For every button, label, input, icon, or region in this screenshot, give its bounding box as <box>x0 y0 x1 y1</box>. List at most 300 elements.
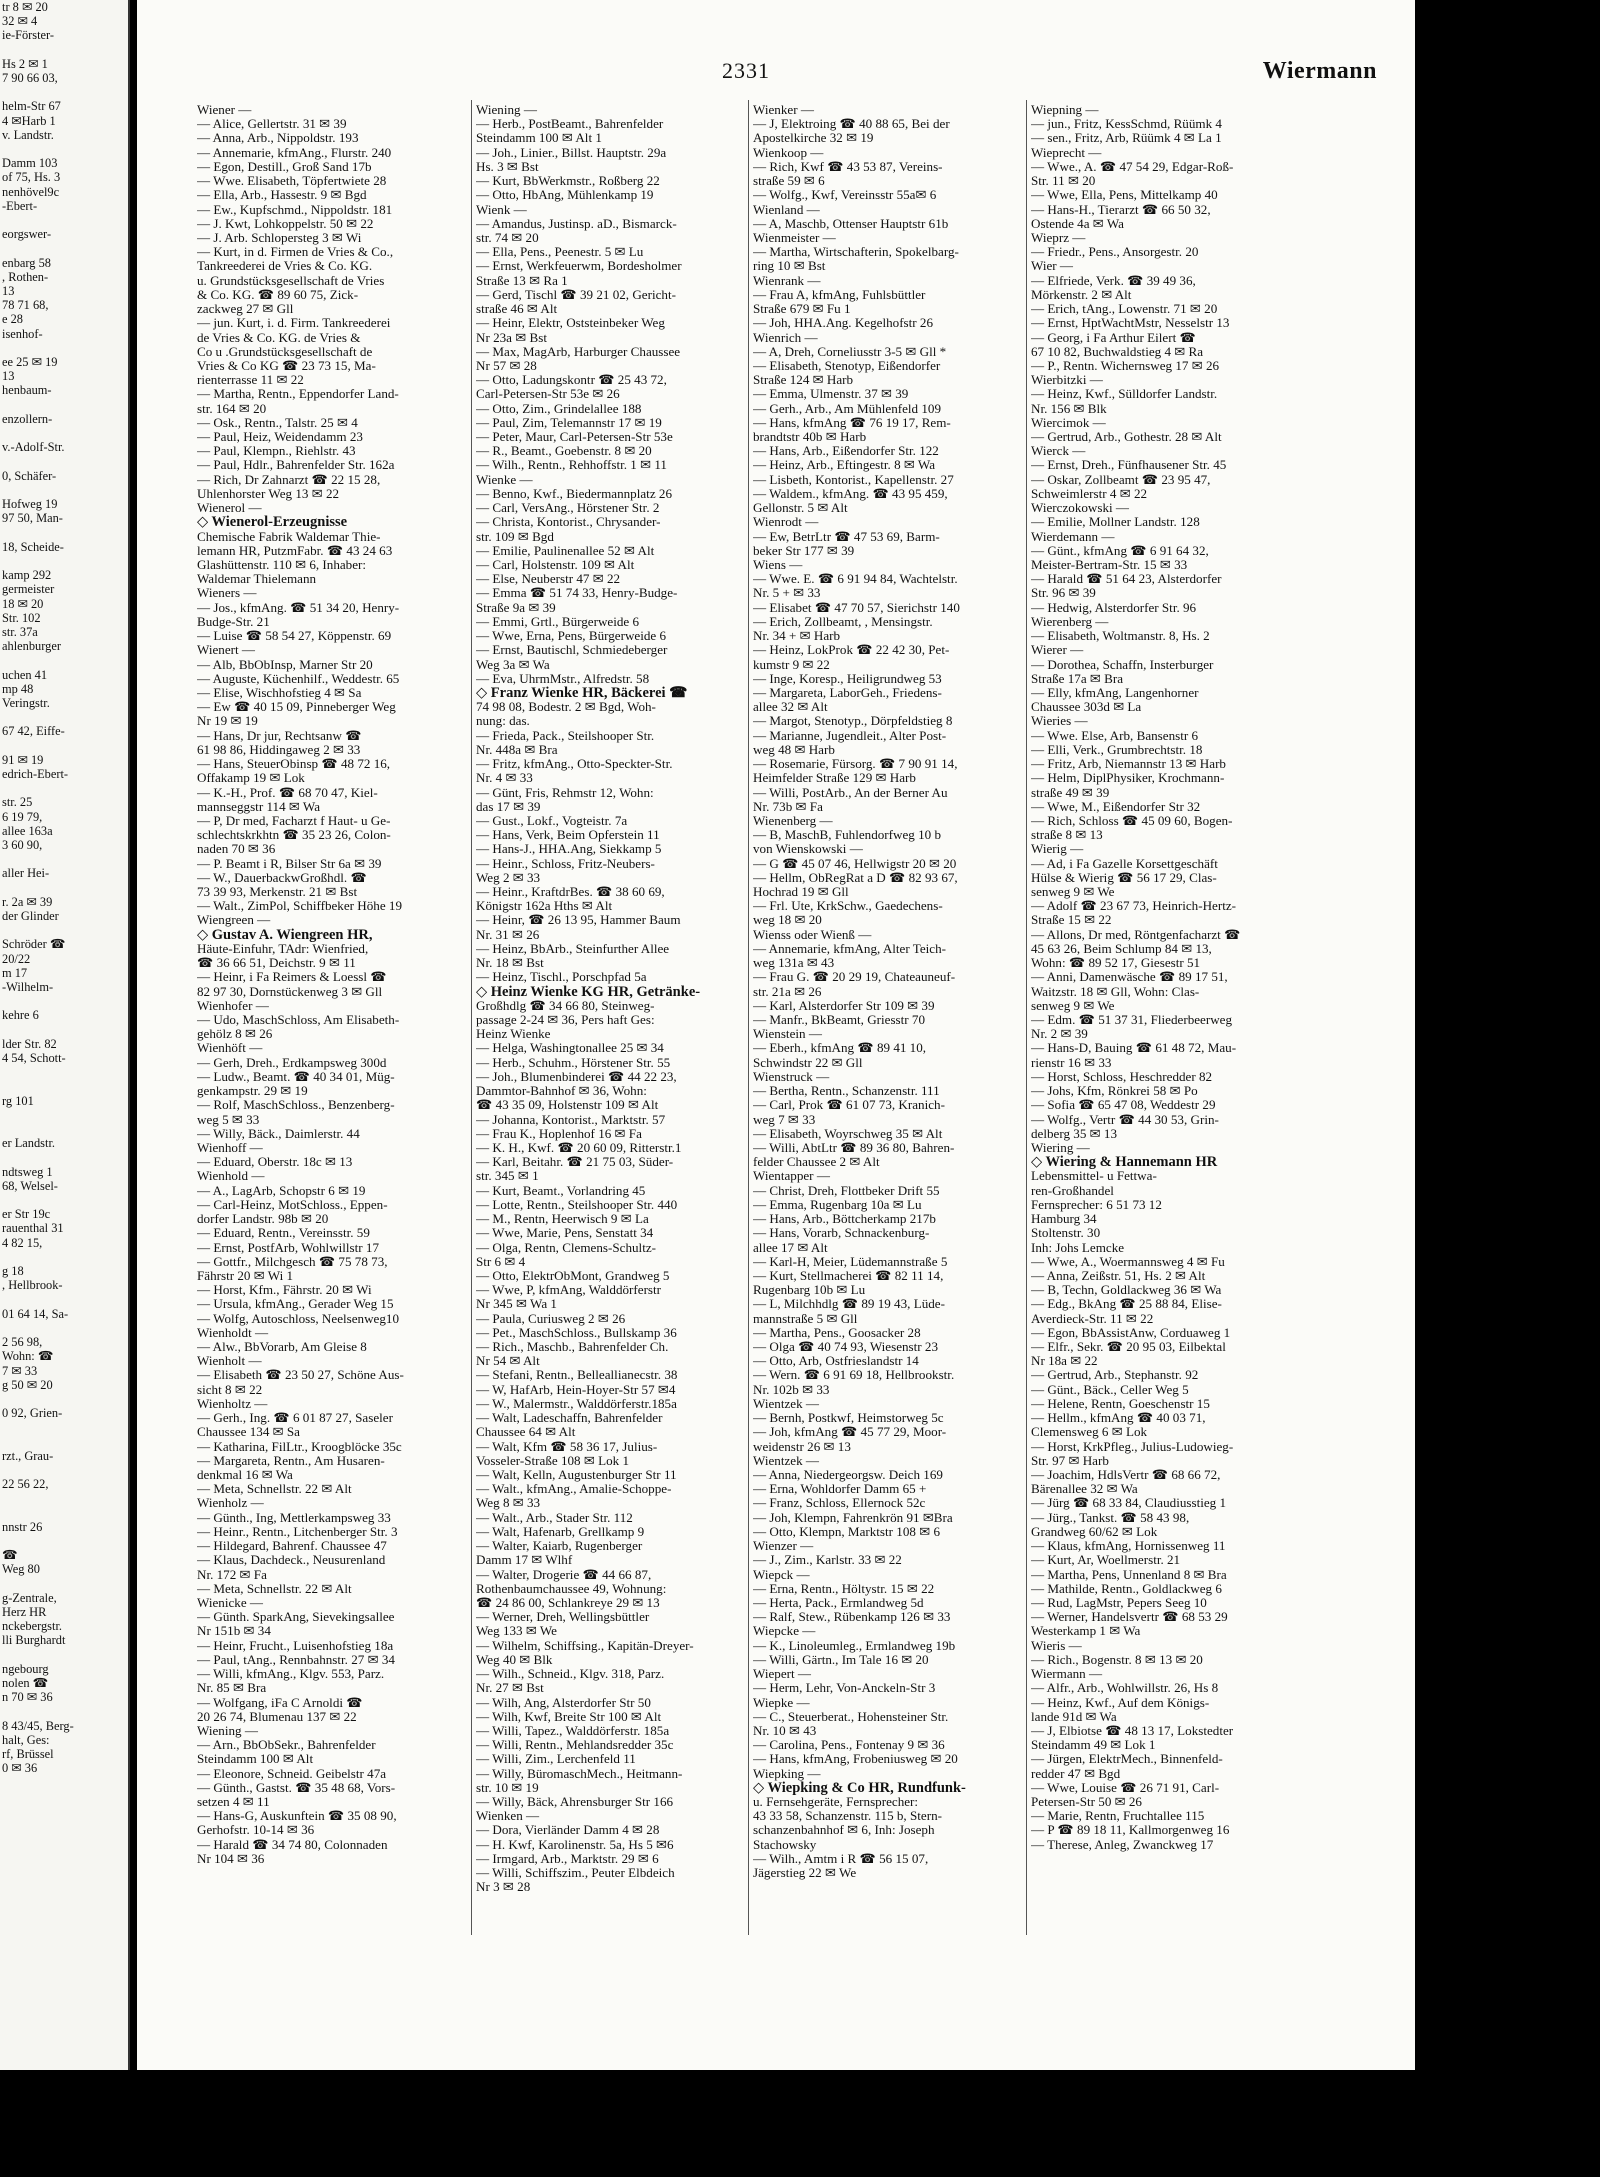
fragment-line: rzt., Grau- <box>2 1448 54 1463</box>
directory-entry-line: — M., Rentn, Heerwisch 9 ✉ La <box>476 1212 649 1227</box>
directory-entry-line: Str. 96 ✉ 39 <box>1031 586 1096 601</box>
fragment-line: mp 48 <box>2 681 34 696</box>
directory-entry-line: u. Fernsehgeräte, Fernsprecher: <box>753 1795 919 1810</box>
directory-entry-line: beker Str 177 ✉ 39 <box>753 543 855 558</box>
directory-entry-line: — Walt, Ladeschaffn, Bahrenfelder <box>476 1411 663 1426</box>
directory-entry-line: — Georg, i Fa Arthur Eilert ☎ <box>1031 330 1196 345</box>
directory-entry-line: — Pet., MaschSchloss., Bullskamp 36 <box>476 1325 677 1340</box>
directory-entry-line: — A, Dreh, Corneliusstr 3-5 ✉ Gll * <box>753 344 947 359</box>
directory-entry-line: — Otto, ElektrObMont, Grandweg 5 <box>476 1268 670 1283</box>
directory-entry-line: Inh: Johs Lemcke <box>1031 1240 1125 1255</box>
directory-entry-line: — Gertrud, Arb., Gothestr. 28 ✉ Alt <box>1031 430 1222 445</box>
directory-entry-line: — Günth., Gastst. ☎ 35 48 68, Vors- <box>197 1780 396 1795</box>
directory-entry-line: Wienkoop — <box>753 145 824 160</box>
directory-entry-line: Nr. 2 ✉ 39 <box>1031 1027 1088 1042</box>
fragment-line <box>0 923 128 937</box>
directory-entry-line: — Wilh., Rentn., Rehhoffstr. 1 ✉ 11 <box>476 458 667 473</box>
directory-entry-line: setzen 4 ✉ 11 <box>197 1795 270 1810</box>
directory-entry-line: Wiercimok — <box>1031 415 1106 430</box>
directory-entry-line: — Frau K., Hoplenhof 16 ✉ Fa <box>476 1126 642 1141</box>
fragment-line: edrich-Ebert- <box>2 766 69 781</box>
page-number: 2331 <box>722 58 770 83</box>
directory-entry-line: Wienholt — <box>197 1354 262 1369</box>
directory-entry-line: — Meta, Schnellstr. 22 ✉ Alt <box>197 1581 352 1596</box>
fragment-line: kehre 6 <box>2 1008 39 1023</box>
fragment-line: ndtsweg 1 <box>2 1164 53 1179</box>
fragment-line: 78 71 68, <box>2 298 49 313</box>
fragment-line: nnstr 26 <box>2 1519 43 1534</box>
directory-entry-line: — Heinr, i Fa Reimers & Loessl ☎ <box>197 970 387 985</box>
directory-entry-line: — Gerh., Ing. ☎ 6 01 87 27, Saseler <box>197 1411 393 1426</box>
fragment-line <box>0 455 128 469</box>
directory-entry-line: str. 21a ✉ 26 <box>753 984 822 999</box>
directory-entry-line: — B, Techn, Goldlackweg 36 ✉ Wa <box>1031 1283 1222 1298</box>
directory-entry-line: — Hans, Dr jur, Rechtsanw ☎ <box>197 728 362 743</box>
directory-entry-line: — L, Milchhdlg ☎ 89 19 43, Lüde- <box>753 1297 945 1312</box>
directory-entry-line: allee 17 ✉ Alt <box>753 1240 828 1255</box>
directory-entry-line: Bärenallee 32 ✉ Wa <box>1031 1482 1138 1497</box>
fragment-line: 3 60 90, <box>2 837 43 852</box>
directory-entry-line: — Herm, Lehr, Von-Anckeln-Str 3 <box>753 1681 936 1696</box>
directory-entry-line: — Alw., BbVorarb, Am Gleise 8 <box>197 1340 367 1355</box>
directory-entry-line: — Helene, Rentn, Goeschenstr 15 <box>1031 1396 1210 1411</box>
directory-entry-line: Gerhofstr. 10-14 ✉ 36 <box>197 1823 315 1838</box>
directory-entry-line: — Anna, Arb., Nippoldstr. 193 <box>197 131 359 146</box>
directory-entry-line: — Wilh., Amtm i R ☎ 56 15 07, <box>753 1851 929 1866</box>
directory-entry-line: — Eduard, Rentn., Vereinsstr. 59 <box>197 1226 370 1241</box>
directory-entry-line: — W., Malermstr., Walddörferstr.185a <box>476 1396 677 1411</box>
directory-entry-line: — Heinz, Kwf., Auf dem Königs- <box>1031 1695 1210 1710</box>
directory-entry-line: Waitzstr. 18 ✉ Gll, Wohn: Clas- <box>1031 984 1200 999</box>
directory-entry-line: Lebensmittel- u Fettwa- <box>1031 1169 1157 1184</box>
directory-entry-line: & Co. KG. ☎ 89 60 75, Zick- <box>197 287 359 302</box>
directory-entry-line: — Horst, Schloss, Heschredder 82 <box>1031 1069 1213 1084</box>
directory-entry-line: — Wilh., Schneid., Klgv. 318, Parz. <box>476 1667 665 1682</box>
directory-entry-line: — Joh., Blumenbinderei ☎ 44 22 23, <box>476 1069 677 1084</box>
directory-column-3 <box>753 103 1023 2038</box>
directory-entry-line: — Max, MagArb, Harburger Chaussee <box>476 344 681 359</box>
directory-entry-line: — Erna, Wohldorfer Damm 65 + <box>753 1482 927 1497</box>
fragment-line <box>0 341 128 355</box>
directory-entry-line: — Willi, AbtLtr ☎ 89 36 80, Bahren- <box>753 1140 955 1155</box>
directory-entry-line: rienterrasse 11 ✉ 22 <box>197 373 304 388</box>
directory-entry-line: — Kurt, BbWerkmstr., Roßberg 22 <box>476 174 660 189</box>
directory-entry-line: — Hans, Verk, Beim Opferstein 11 <box>476 828 660 843</box>
directory-entry-line: Str. 11 ✉ 20 <box>1031 174 1096 189</box>
fragment-line: 68, Welsel- <box>2 1178 58 1193</box>
fragment-line: helm-Str 67 <box>2 99 61 114</box>
directory-entry-line: von Wienskowski — <box>753 842 863 857</box>
directory-entry-line: — Paul, tAng., Rennbahnstr. 27 ✉ 34 <box>197 1652 395 1667</box>
directory-entry-line: — Olga, Rentn, Clemens-Schultz- <box>476 1240 657 1255</box>
directory-entry-line: Nr 19 ✉ 19 <box>197 714 258 729</box>
directory-entry-line: ◇ Gustav A. Wiengreen HR, <box>197 927 373 942</box>
directory-entry-line: Wienholtz — <box>197 1396 268 1411</box>
directory-entry-line: rienstr 16 ✉ 33 <box>1031 1055 1112 1070</box>
directory-entry-line: — Otto, Klempn, Marktstr 108 ✉ 6 <box>753 1524 940 1539</box>
directory-entry-line: ◇ Wiepking & Co HR, Rundfunk- <box>753 1780 966 1796</box>
fragment-line: 7 90 66 03, <box>2 71 58 86</box>
directory-entry-line: Wohn: ☎ 89 52 17, Giesestr 51 <box>1031 956 1201 971</box>
directory-entry-line: straße 59 ✉ 6 <box>753 174 825 189</box>
fragment-line: Str. 102 <box>2 610 41 625</box>
directory-entry-line: Wieners — <box>197 586 257 601</box>
fragment-line: rf, Brüssel <box>2 1746 54 1761</box>
directory-entry-line: — H. Kwf, Karolinenstr. 5a, Hs 5 ✉6 <box>476 1837 674 1852</box>
directory-entry-line: schlechtskrkhtn ☎ 35 23 26, Colon- <box>197 828 391 843</box>
directory-entry-line: straße 46 ✉ Alt <box>476 302 558 317</box>
directory-entry-line: Weg 133 ✉ We <box>476 1624 557 1639</box>
directory-entry-line: — Otto, Ladungskontr ☎ 25 43 72, <box>476 373 667 388</box>
directory-entry-line: — Ursula, kfmAng., Gerader Weg 15 <box>197 1297 394 1312</box>
directory-entry-line: — Gertrud, Arb., Stephanstr. 92 <box>1031 1368 1199 1383</box>
directory-entry-line: Wiens — <box>753 558 803 572</box>
directory-entry-line: Nr. 156 ✉ Blk <box>1031 401 1107 416</box>
fragment-line: 22 56 22, <box>2 1477 49 1492</box>
directory-entry-line: — Hans, kfmAng, Frobeniusweg ✉ 20 <box>753 1752 958 1767</box>
fragment-line <box>0 1420 128 1434</box>
directory-entry-line: — Elfriede, Verk. ☎ 39 49 36, <box>1031 273 1196 288</box>
directory-entry-line: — Walt, Kelln, Augustenburger Str 11 <box>476 1468 677 1482</box>
fragment-line: 18 ✉ 20 <box>2 596 44 611</box>
directory-entry-line: Wienk — <box>476 202 527 217</box>
directory-entry-line: — Walt, Hafenarb, Grellkamp 9 <box>476 1524 645 1539</box>
directory-entry-line: 45 63 26, Beim Schlump 84 ✉ 13, <box>1031 941 1212 956</box>
directory-entry-line: — Elli, Verk., Grumbrechtstr. 18 <box>1031 742 1203 757</box>
directory-entry-line: Str 6 ✉ 4 <box>476 1254 526 1269</box>
directory-entry-line: — Alb, BbObInsp, Marner Str 20 <box>197 657 373 672</box>
fragment-line: Weg 80 <box>2 1562 40 1577</box>
directory-entry-line: — Elfr., Sekr. ☎ 20 95 03, Eilbektal <box>1031 1340 1226 1355</box>
directory-entry-line: — Jos., kfmAng. ☎ 51 34 20, Henry- <box>197 600 400 615</box>
directory-entry-line: — Martha, Wirtschafterin, Spokelbarg- <box>753 245 959 260</box>
directory-entry-line: — Hans-G, Auskunftein ☎ 35 08 90, <box>197 1809 397 1824</box>
fragment-line: der Glinder <box>2 909 59 923</box>
fragment-line <box>0 213 128 227</box>
directory-entry-line: — K. H., Kwf. ☎ 20 60 09, Ritterstr.1 <box>476 1140 682 1155</box>
fragment-line <box>0 1065 128 1079</box>
directory-entry-line: — C., Steuerberat., Hohensteiner Str. <box>753 1709 949 1724</box>
directory-entry-line: ◇ Franz Wienke HR, Bäckerei ☎ <box>476 685 688 701</box>
directory-entry-line: — Margareta, LaborGeh., Friedens- <box>753 685 942 700</box>
directory-entry-line: — Ralf, Stew., Rübenkamp 126 ✉ 33 <box>753 1610 951 1625</box>
directory-entry-line: Wierdemann — <box>1031 529 1115 544</box>
directory-entry-line: Wiepking — <box>753 1766 821 1781</box>
running-head: Wiermann <box>1262 58 1377 84</box>
directory-entry-line: dorfer Landstr. 98b ✉ 20 <box>197 1212 329 1227</box>
fragment-line: 0 ✉ 36 <box>2 1761 38 1776</box>
directory-entry-line: — Ernst, PostfArb, Wohlwillstr 17 <box>197 1240 380 1255</box>
directory-entry-line: 20 26 74, Blumenau 137 ✉ 22 <box>197 1709 357 1724</box>
fragment-line <box>0 881 128 895</box>
directory-entry-line: — J. Arb. Schlopersteg 3 ✉ Wi <box>197 230 362 245</box>
directory-entry-line: — Werner, Dreh, Wellingsbüttler <box>476 1610 650 1625</box>
directory-entry-line: — Ludw., Beamt. ☎ 40 34 01, Müg- <box>197 1069 395 1084</box>
fragment-line: Herz HR <box>2 1604 47 1619</box>
directory-entry-line: Wienenberg — <box>753 813 833 828</box>
directory-entry-line: genkampstr. 29 ✉ 19 <box>197 1084 308 1099</box>
directory-entry-line: — Lotte, Rentn., Steilshooper Str. 440 <box>476 1197 678 1212</box>
directory-entry-line: Nr. 85 ✉ Bra <box>197 1681 267 1696</box>
fragment-line <box>0 1435 128 1449</box>
fragment-line <box>0 1321 128 1335</box>
directory-entry-line: — Wwe, A., Woermannsweg 4 ✉ Fu <box>1031 1254 1225 1269</box>
fragment-line: er Landstr. <box>2 1136 55 1151</box>
fragment-line: -Ebert- <box>2 198 38 213</box>
directory-entry-line: — Erich, Zollbeamt, , Mensingstr. <box>753 614 933 629</box>
directory-entry-line: Wieries — <box>1031 714 1088 729</box>
fragment-line: 2 56 98, <box>2 1335 43 1350</box>
directory-entry-line: Hochrad 19 ✉ Gll <box>753 885 849 900</box>
directory-entry-line: — J, Elektroing ☎ 40 88 65, Bei der <box>753 117 950 132</box>
directory-entry-line: — Willi, Rentn., Mehlandsredder 35c <box>476 1738 674 1753</box>
directory-entry-line: — Willi, Gärtn., Im Tale 16 ✉ 20 <box>753 1652 929 1667</box>
directory-entry-line: — Hans-J., HHA.Ang, Siekkamp 5 <box>476 842 662 857</box>
directory-entry-line: — sen., Fritz, Arb, Rüümk 4 ✉ La 1 <box>1031 131 1222 146</box>
fragment-line <box>0 1079 128 1093</box>
directory-entry-line: brandtstr 40b ✉ Harb <box>753 430 867 445</box>
directory-entry-line: — Willy, Bäck, Ahrensburger Str 166 <box>476 1795 674 1810</box>
directory-entry-line: Wientzek — <box>753 1453 820 1468</box>
fragment-line: germeister <box>2 582 55 597</box>
directory-entry-line: — Paul, Klempn., Riehlstr. 43 <box>197 444 356 459</box>
fragment-line: nolen ☎ <box>2 1675 49 1690</box>
directory-entry-line: — Karl-H, Meier, Lüdemannstraße 5 <box>753 1254 948 1269</box>
directory-column-2 <box>476 103 744 2038</box>
fragment-line: -Wilhelm- <box>2 980 54 995</box>
fragment-line: , Rothen- <box>2 269 49 284</box>
fragment-line: ee 25 ✉ 19 <box>2 355 58 370</box>
directory-entry-line: Wierbitzki — <box>1031 373 1103 388</box>
directory-entry-line: — Kurt, in d. Firmen de Vries & Co., <box>197 245 394 260</box>
directory-entry-line: Damm 17 ✉ Wlhf <box>476 1553 573 1568</box>
directory-entry-line: mannseggstr 114 ✉ Wa <box>197 799 321 814</box>
fragment-line: 4 54, Schott- <box>2 1051 66 1066</box>
directory-entry-line: Schweimlerstr 4 ✉ 22 <box>1031 486 1148 501</box>
directory-entry-line: — Jürgen, ElektrMech., Binnenfeld- <box>1031 1752 1223 1767</box>
fragment-line <box>0 526 128 540</box>
directory-entry-line: Straße 13 ✉ Ra 1 <box>476 273 568 288</box>
directory-entry-line: — Hellm, ObRegRat a D ☎ 82 93 67, <box>753 870 958 885</box>
directory-entry-line: lemann HR, PutzmFabr. ☎ 43 24 63 <box>197 543 393 558</box>
fragment-line <box>0 852 128 866</box>
directory-entry-line: str. 164 ✉ 20 <box>197 401 267 416</box>
directory-entry-line: — Edm. ☎ 51 37 31, Fliederbeerweg <box>1031 1013 1233 1027</box>
directory-entry-line: Petersen-Str 50 ✉ 26 <box>1031 1795 1142 1810</box>
directory-entry-line: Nr. 102b ✉ 33 <box>753 1382 830 1397</box>
directory-entry-line: — Annemarie, kfmAng., Flurstr. 240 <box>197 145 392 160</box>
directory-entry-line: Rothenbaumchaussee 49, Wohnung: <box>476 1581 667 1596</box>
directory-entry-line: Co u .Grundstücksgesellschaft de <box>197 344 373 359</box>
directory-entry-line: senweg 9 ✉ We <box>1031 885 1115 900</box>
directory-entry-line: — Emma, Ulmenstr. 37 ✉ 39 <box>753 387 909 402</box>
directory-entry-line: — Hans, Vorarb, Schnackenburg- <box>753 1226 930 1241</box>
directory-entry-line: — Anna, Niedergeorgsw. Deich 169 <box>753 1468 943 1482</box>
directory-entry-line: Wienicke — <box>197 1595 264 1610</box>
fragment-line: e 28 <box>2 312 23 327</box>
directory-entry-line: — J. Kwt, Lohkoppelstr. 50 ✉ 22 <box>197 216 374 231</box>
directory-entry-line: — Horst, KrkPfleg., Julius-Ludowieg- <box>1031 1439 1234 1454</box>
directory-entry-line: — Margot, Stenotyp., Dörpfeldstieg 8 <box>753 714 953 729</box>
directory-entry-line: — Heinr, Elektr, Oststeinbeker Weg <box>476 316 665 331</box>
column-rule <box>748 100 749 1935</box>
directory-entry-line: weg 7 ✉ 33 <box>753 1112 816 1127</box>
directory-entry-line: Mörkenstr. 2 ✉ Alt <box>1031 287 1132 302</box>
directory-entry-line: — P, Dr med, Facharzt f Haut- u Ge- <box>197 813 391 828</box>
fragment-line: henbaum- <box>2 383 52 398</box>
directory-entry-line: — Luise ☎ 58 54 27, Köppenstr. 69 <box>197 629 392 644</box>
directory-entry-line: Nr 18a ✉ 22 <box>1031 1354 1098 1369</box>
fragment-line: 0, Schäfer- <box>2 468 57 483</box>
directory-entry-line: — Eva, UhrmMstr., Alfredstr. 58 <box>476 671 650 686</box>
directory-entry-line: — Alfr., Arb., Wohlwillstr. 26, Hs 8 <box>1031 1681 1219 1696</box>
directory-entry-line: — Franz, Schloss, Ellernock 52c <box>753 1496 926 1511</box>
directory-entry-line: Wienrodt — <box>753 515 819 530</box>
fragment-line: eorgswer- <box>2 227 52 242</box>
fragment-line: tr 8 ✉ 20 <box>2 0 48 14</box>
directory-entry-line: — Heinz, LokProk ☎ 22 42 30, Pet- <box>753 643 950 658</box>
directory-entry-line: — Fritz, kfmAng., Otto-Speckter-Str. <box>476 757 673 772</box>
directory-entry-line: denkmal 16 ✉ Wa <box>197 1468 293 1482</box>
directory-entry-line: Hülse & Wierig ☎ 56 17 29, Clas- <box>1031 870 1217 885</box>
directory-entry-line: — Allons, Dr med, Röntgenfacharzt ☎ <box>1031 927 1241 942</box>
directory-entry-line: Wienholz — <box>197 1496 264 1511</box>
directory-entry-line: — Wilh, Ang, Alsterdorfer Str 50 <box>476 1695 651 1710</box>
directory-entry-line: Fernsprecher: 6 51 73 12 <box>1031 1197 1162 1212</box>
directory-entry-line: str. 109 ✉ Bgd <box>476 529 554 544</box>
directory-entry-line: 61 98 86, Hiddingaweg 2 ✉ 33 <box>197 742 361 757</box>
directory-entry-line: Wienss oder Wienß — <box>753 927 872 942</box>
directory-entry-line: Nr 104 ✉ 36 <box>197 1851 265 1866</box>
directory-entry-line: Wienmeister — <box>753 230 836 245</box>
directory-entry-line: — Elisabeth, Stenotyp, Eißendorfer <box>753 358 941 373</box>
directory-entry-line: Wierig — <box>1031 842 1084 857</box>
directory-entry-line: — Rich, Kwf ☎ 43 53 87, Vereins- <box>753 159 943 174</box>
directory-entry-line: Wientapper — <box>753 1169 830 1184</box>
directory-entry-line: — Willi, Schiffszim., Peuter Elbdeich <box>476 1866 675 1881</box>
directory-entry-line: — Harald ☎ 34 74 80, Colonnaden <box>197 1837 388 1852</box>
directory-entry-line: Wiening — <box>476 103 537 117</box>
directory-entry-line: Vosseler-Straße 108 ✉ Lok 1 <box>476 1453 630 1468</box>
directory-entry-line: — Mathilde, Rentn., Goldlackweg 6 <box>1031 1581 1222 1596</box>
directory-entry-line: Nr 3 ✉ 28 <box>476 1880 531 1895</box>
directory-entry-line: — Helga, Washingtonallee 25 ✉ 34 <box>476 1041 664 1056</box>
directory-entry-line: — Günt, Fris, Rehmstr 12, Wohn: <box>476 785 654 800</box>
directory-entry-line: — Wolfg, Autoschloss, Neelsenweg10 <box>197 1311 399 1326</box>
directory-entry-line: — J, Elbiotse ☎ 48 13 17, Lokstedter <box>1031 1723 1234 1738</box>
directory-entry-line: mannstraße 5 ✉ Gll <box>753 1311 858 1326</box>
directory-entry-line: — Osk., Rentn., Talstr. 25 ✉ 4 <box>197 415 358 430</box>
directory-entry-line: Wieprz — <box>1031 230 1086 245</box>
directory-entry-line: — Joh, Klempn, Fahrenkrön 91 ✉Bra <box>753 1510 953 1525</box>
directory-entry-line: — Elisabeth, Woltmanstr. 8, Hs. 2 <box>1031 629 1210 644</box>
directory-entry-line: Dammtor-Bahnhof ✉ 36, Wohn: <box>476 1084 647 1099</box>
directory-entry-line: — Joh, kfmAng ☎ 45 77 29, Moor- <box>753 1425 947 1440</box>
fragment-line <box>0 142 128 156</box>
fragment-line <box>0 483 128 497</box>
directory-entry-line: gehölz 8 ✉ 26 <box>197 1027 273 1042</box>
directory-entry-line: — Heinr, ☎ 26 13 95, Hammer Baum <box>476 913 681 928</box>
directory-entry-line: — Rolf, MaschSchloss., Benzenberg- <box>197 1098 395 1113</box>
fragment-line: v.-Adolf-Str. <box>2 440 65 455</box>
directory-entry-line: — Herb., PostBeamt., Bahrenfelder <box>476 117 664 132</box>
directory-entry-line: — Wolfg., Vertr ☎ 44 30 53, Grin- <box>1031 1112 1219 1127</box>
directory-entry-line: str. 345 ✉ 1 <box>476 1169 539 1184</box>
directory-entry-line: — Therese, Anleg, Zwanckweg 17 <box>1031 1837 1214 1852</box>
directory-entry-line: Fährstr 20 ✉ Wi 1 <box>197 1268 294 1283</box>
directory-entry-line: — Walt., Arb., Stader Str. 112 <box>476 1510 633 1525</box>
directory-entry-line: Grandweg 60/62 ✉ Lok <box>1031 1524 1158 1539</box>
fragment-line: 4 82 15, <box>2 1235 43 1250</box>
fragment-line: isenhof- <box>2 326 43 341</box>
directory-entry-line: — Egon, BbAssistAnw, Corduaweg 1 <box>1031 1325 1231 1340</box>
directory-entry-line: — Bertha, Rentn., Schanzenstr. 111 <box>753 1084 940 1099</box>
directory-entry-line: — Irmgard, Arb., Marktstr. 29 ✉ 6 <box>476 1851 659 1866</box>
directory-entry-line: — Meta, Schnellstr. 22 ✉ Alt <box>197 1482 352 1497</box>
fragment-line: 97 50, Man- <box>2 511 63 526</box>
directory-entry-line: Nr. 4 ✉ 33 <box>476 771 533 786</box>
directory-entry-line: — Ew ☎ 40 15 09, Pinneberger Weg <box>197 700 396 715</box>
directory-entry-line: — Paul, Heiz, Weidendamm 23 <box>197 430 363 445</box>
fragment-line: r. 2a ✉ 39 <box>2 894 53 909</box>
directory-entry-line: Nr 151b ✉ 34 <box>197 1624 271 1639</box>
directory-entry-line: — Willy, Bäck., Daimlerstr. 44 <box>197 1126 360 1141</box>
directory-entry-line: — Hildegard, Bahrenf. Chaussee 47 <box>197 1539 387 1554</box>
directory-entry-line: str. 10 ✉ 19 <box>476 1780 539 1795</box>
fragment-line: Damm 103 <box>2 156 58 171</box>
directory-entry-line: Häute-Einfuhr, TAdr: Wienfried, <box>197 941 369 956</box>
directory-entry-line: — Heinz, Tischl., Porschpfad 5a <box>476 970 647 985</box>
directory-entry-line: — Elisabeth, Woyrschweg 35 ✉ Alt <box>753 1126 943 1141</box>
fragment-line: 13 <box>2 284 15 299</box>
fragment-line: enzollern- <box>2 411 53 426</box>
fragment-line <box>0 1534 128 1548</box>
directory-entry-line: Wiepert — <box>753 1667 812 1682</box>
directory-entry-line: — Erna, Rentn., Höltystr. 15 ✉ 22 <box>753 1581 935 1596</box>
directory-entry-line: Meister-Bertram-Str. 15 ✉ 33 <box>1031 558 1188 572</box>
directory-entry-line: — Klaus, kfmAng, Hornissenweg 11 <box>1031 1539 1226 1554</box>
directory-entry-line: Waldemar Thielemann <box>197 572 317 587</box>
directory-entry-line: — Martha, Pens, Unnenland 8 ✉ Bra <box>1031 1567 1227 1582</box>
directory-entry-line: Wierck — <box>1031 444 1086 459</box>
directory-entry-line: Nr 57 ✉ 28 <box>476 358 537 373</box>
directory-entry-line: — Eduard, Oberstr. 18c ✉ 13 <box>197 1155 353 1170</box>
fragment-line <box>0 1108 128 1122</box>
directory-entry-line: — Heinz, Arb., Eftingestr. 8 ✉ Wa <box>753 458 936 473</box>
directory-entry-line: — Bernh, Postkwf, Heimstorweg 5c <box>753 1411 944 1426</box>
directory-entry-line: — Hans, Arb., Böttcherkamp 217b <box>753 1212 936 1227</box>
directory-entry-line: Nr 54 ✉ Alt <box>476 1354 540 1369</box>
fragment-line: lder Str. 82 <box>2 1036 57 1051</box>
directory-entry-line: straße 8 ✉ 13 <box>1031 828 1103 843</box>
directory-entry-line: Nr. 10 ✉ 43 <box>753 1723 817 1738</box>
directory-entry-line: — Friedr., Pens., Ansorgestr. 20 <box>1031 245 1199 260</box>
directory-entry-line: straße 49 ✉ 39 <box>1031 785 1110 800</box>
directory-entry-line: — Ernst, Werkfeuerwm, Bordesholmer <box>476 259 682 274</box>
directory-entry-line: — Walt, Kfm ☎ 58 36 17, Julius- <box>476 1439 658 1454</box>
fragment-line <box>0 994 128 1008</box>
directory-entry-line: — Dorothea, Schaffn, Insterburger <box>1031 657 1214 672</box>
directory-entry-line: — Christa, Kontorist., Chrysander- <box>476 515 661 530</box>
directory-entry-line: — Rich, Dr Zahnarzt ☎ 22 15 28, <box>197 472 381 487</box>
directory-entry-line: — Gerh, Dreh., Erdkampsweg 300d <box>197 1055 387 1070</box>
fragment-line <box>0 426 128 440</box>
directory-entry-line: — Carl, Holstenstr. 109 ✉ Alt <box>476 558 635 572</box>
directory-entry-line: kumstr 9 ✉ 22 <box>753 657 830 672</box>
directory-entry-line: — Olga ☎ 40 74 93, Wiesenstr 23 <box>753 1340 939 1355</box>
fragment-line: 7 ✉ 33 <box>2 1363 38 1378</box>
directory-entry-line: Wienrank — <box>753 273 821 288</box>
